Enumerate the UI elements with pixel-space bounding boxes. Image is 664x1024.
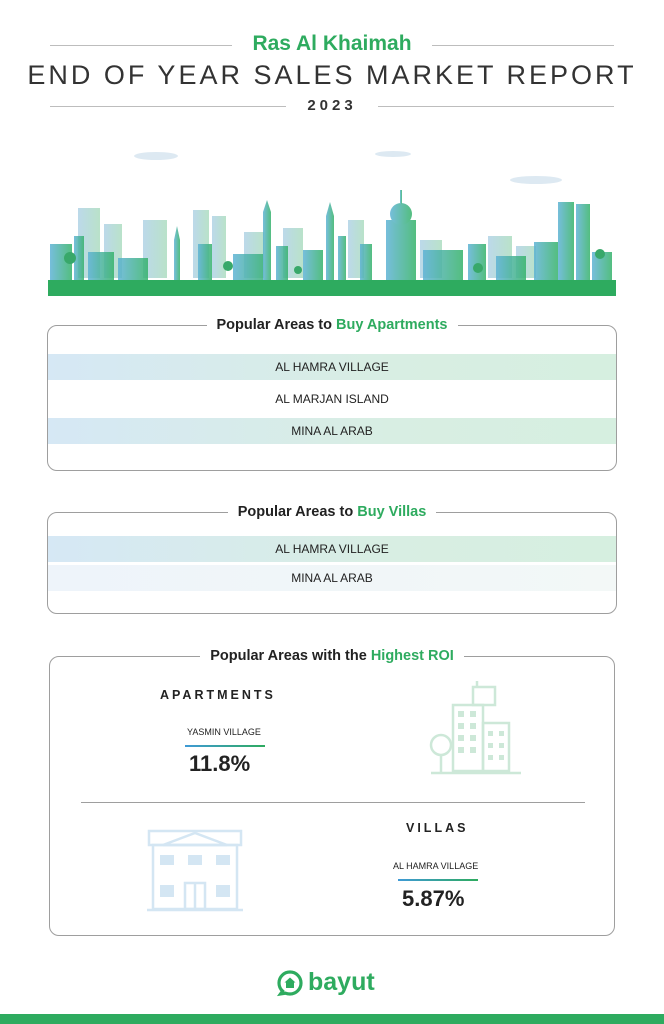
- highest-roi-title: [50, 647, 614, 665]
- buy-villas-box: [47, 504, 617, 614]
- bayut-logo-text: bayut: [308, 968, 375, 996]
- list-item: AL HAMRA VILLAGE: [48, 536, 616, 562]
- villas-roi-value: 5.87%: [402, 886, 465, 911]
- buy-apartments-title: [48, 316, 616, 334]
- buy-apartments-box: [47, 317, 617, 471]
- buy-villas-title-highlight: Buy Villas: [357, 504, 427, 520]
- highest-roi-box: [49, 648, 615, 936]
- villa-house-icon: [145, 829, 245, 913]
- apartments-roi-label: APARTMENTS: [160, 688, 276, 702]
- buy-apartments-title-highlight: Buy Apartments: [336, 317, 448, 333]
- apartment-building-icon: [425, 679, 525, 775]
- bayut-logo: [276, 968, 375, 997]
- bayut-logo-icon: [276, 969, 304, 997]
- buy-villas-title-prefix: Popular Areas to: [237, 504, 358, 520]
- apartments-roi-area: YASMIN VILLAGE: [187, 727, 261, 737]
- list-item: MINA AL ARAB: [48, 565, 616, 591]
- list-item: MINA AL ARAB: [48, 418, 616, 444]
- footer-bar: [0, 1014, 664, 1024]
- highest-roi-title-highlight: Highest ROI: [370, 648, 454, 664]
- city-title: Ras Al Khaimah: [252, 32, 412, 55]
- apartments-roi-underline: [185, 745, 265, 747]
- report-title: END OF YEAR SALES MARKET REPORT: [27, 60, 637, 90]
- villas-roi-underline: [398, 879, 478, 881]
- skyline-illustration: [48, 140, 616, 296]
- apartments-roi-value: 11.8%: [189, 751, 251, 776]
- villas-roi-label: VILLAS: [406, 821, 469, 835]
- report-year: 2023: [307, 97, 357, 114]
- buy-villas-title: [48, 503, 616, 521]
- buy-apartments-title-prefix: Popular Areas to: [216, 317, 337, 333]
- roi-divider: [81, 802, 585, 803]
- list-item: AL MARJAN ISLAND: [48, 386, 616, 412]
- highest-roi-title-prefix: Popular Areas with the: [210, 648, 371, 664]
- villas-roi-area: AL HAMRA VILLAGE: [393, 861, 479, 871]
- list-item: AL HAMRA VILLAGE: [48, 354, 616, 380]
